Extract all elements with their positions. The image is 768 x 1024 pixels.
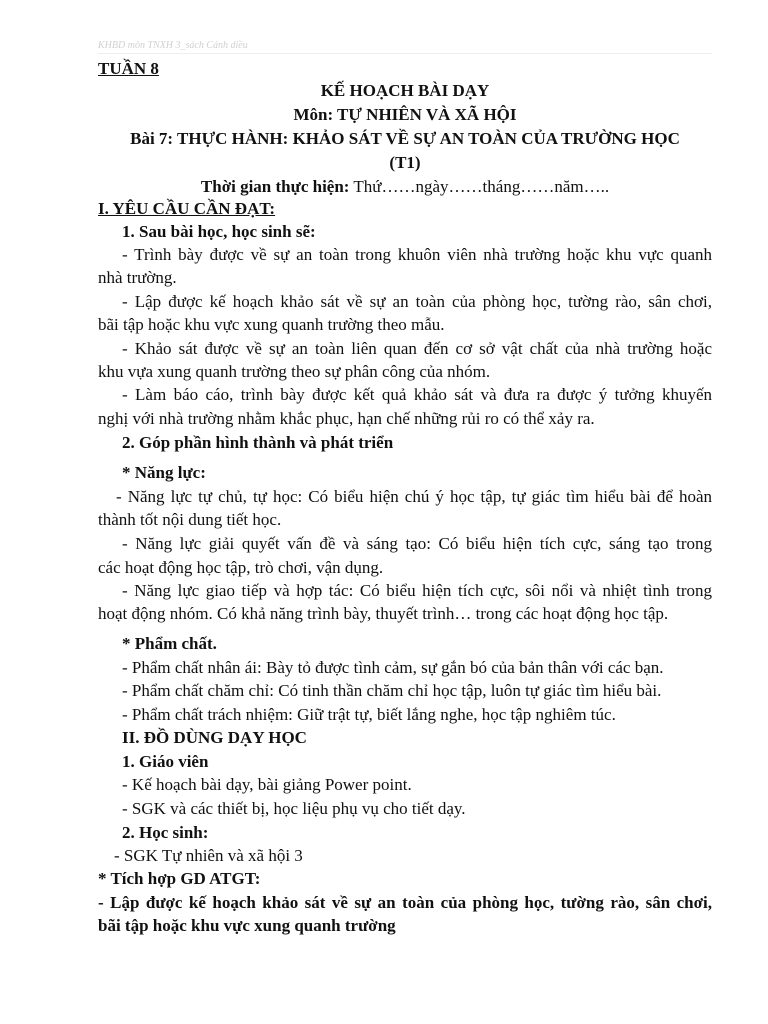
requirement-4-line2: nghị với nhà trường nhằm khắc phục, hạn chế những rủi ro có thể xảy ra.: [98, 409, 595, 428]
student-heading: 2. Học sinh:: [122, 823, 209, 842]
competency-3-line2: hoạt động nhóm. Có khả năng trình bày, thuyết trình… trong các hoạt động học tập.: [98, 604, 669, 623]
requirement-4-line1: - Làm báo cáo, trình bày được kết quả khảo sát và đưa ra được ý tưởng khuyến: [122, 385, 712, 404]
teacher-heading: 1. Giáo viên: [122, 752, 209, 771]
teacher-item-1: - Kế hoạch bài dạy, bài giảng Power point.: [122, 775, 412, 794]
traffic-safety-line1: - Lập được kế hoạch khảo sát về sự an toàn của phòng học, tường rào, sân chơi,: [98, 893, 712, 912]
section-requirements-heading: I. YÊU CẦU CẦN ĐẠT:: [98, 199, 276, 218]
teacher-item-2: - SGK và các thiết bị, học liệu phụ vụ cho tiết dạy.: [122, 799, 466, 818]
traffic-safety-heading: * Tích hợp GD ATGT:: [98, 869, 261, 888]
week-label: TUẦN 8: [98, 59, 159, 78]
quality-3: - Phẩm chất trách nhiệm: Giữ trật tự, biết lắng nghe, học tập nghiêm túc.: [122, 705, 616, 724]
competency-3-line1: - Năng lực giao tiếp và hợp tác: Có biểu hiện tích cực, sôi nổi và nhiệt tình trong: [122, 581, 712, 600]
requirement-3-line2: khu vựa xung quanh trường theo sự phân công của nhóm.: [98, 362, 491, 381]
subject-line: Môn: TỰ NHIÊN VÀ XÃ HỘI: [293, 105, 517, 124]
requirement-1-line1: - Trình bày được về sự an toàn trong khuôn viên nhà trường hoặc khu vực quanh: [122, 245, 712, 264]
time-value: Thứ……ngày……tháng……năm…..: [349, 177, 610, 196]
competency-heading: * Năng lực:: [122, 463, 206, 482]
quality-1: - Phẩm chất nhân ái: Bày tỏ được tình cảm, sự gắn bó của bản thân với các bạn.: [122, 658, 664, 677]
document-title: KẾ HOẠCH BÀI DẠY: [320, 81, 490, 100]
competency-2-line1: - Năng lực giải quyết vấn đề và sáng tạo: Có biểu hiện tích cực, sáng tạo trong: [122, 534, 712, 553]
subsection-development: 2. Góp phần hình thành và phát triển: [122, 433, 394, 452]
subsection-after-lesson: 1. Sau bài học, học sinh sẽ:: [122, 222, 316, 241]
competency-2-line2: các hoạt động học tập, trò chơi, vận dụng.: [98, 558, 384, 577]
competency-1-line2: thành tốt nội dung tiết học.: [98, 510, 282, 529]
requirement-1-line2: nhà trường.: [98, 268, 177, 287]
header-note: KHBD môn TNXH 3_sách Cánh diều: [98, 40, 712, 54]
traffic-safety-line2: bãi tập hoặc khu vực xung quanh trường: [98, 916, 396, 935]
lesson-title: Bài 7: THỰC HÀNH: KHẢO SÁT VỀ SỰ AN TOÀN CỦA TRƯỜNG HỌC: [130, 129, 680, 148]
time-line: [98, 176, 712, 198]
competency-1-line1: - Năng lực tự chủ, tự học: Có biểu hiện chú ý học tập, tự giác tìm hiểu bài để hoàn: [116, 487, 712, 506]
requirement-3-line1: - Khảo sát được về sự an toàn liên quan đến cơ sở vật chất của nhà trường hoặc: [122, 339, 712, 358]
time-label: Thời gian thực hiện:: [200, 177, 350, 196]
requirement-2-line2: bãi tập hoặc khu vực xung quanh trường theo mẫu.: [98, 315, 445, 334]
quality-heading: * Phẩm chất.: [122, 634, 217, 653]
lesson-period: (T1): [389, 153, 421, 172]
student-item-1: - SGK Tự nhiên và xã hội 3: [114, 846, 303, 865]
section-materials-heading: II. ĐỒ DÙNG DẠY HỌC: [122, 728, 307, 747]
requirement-2-line1: - Lập được kế hoạch khảo sát về sự an toàn của phòng học, tường rào, sân chơi,: [122, 292, 712, 311]
quality-2: - Phẩm chất chăm chỉ: Có tinh thần chăm chỉ học tập, luôn tự giác tìm hiểu bài.: [122, 681, 662, 700]
